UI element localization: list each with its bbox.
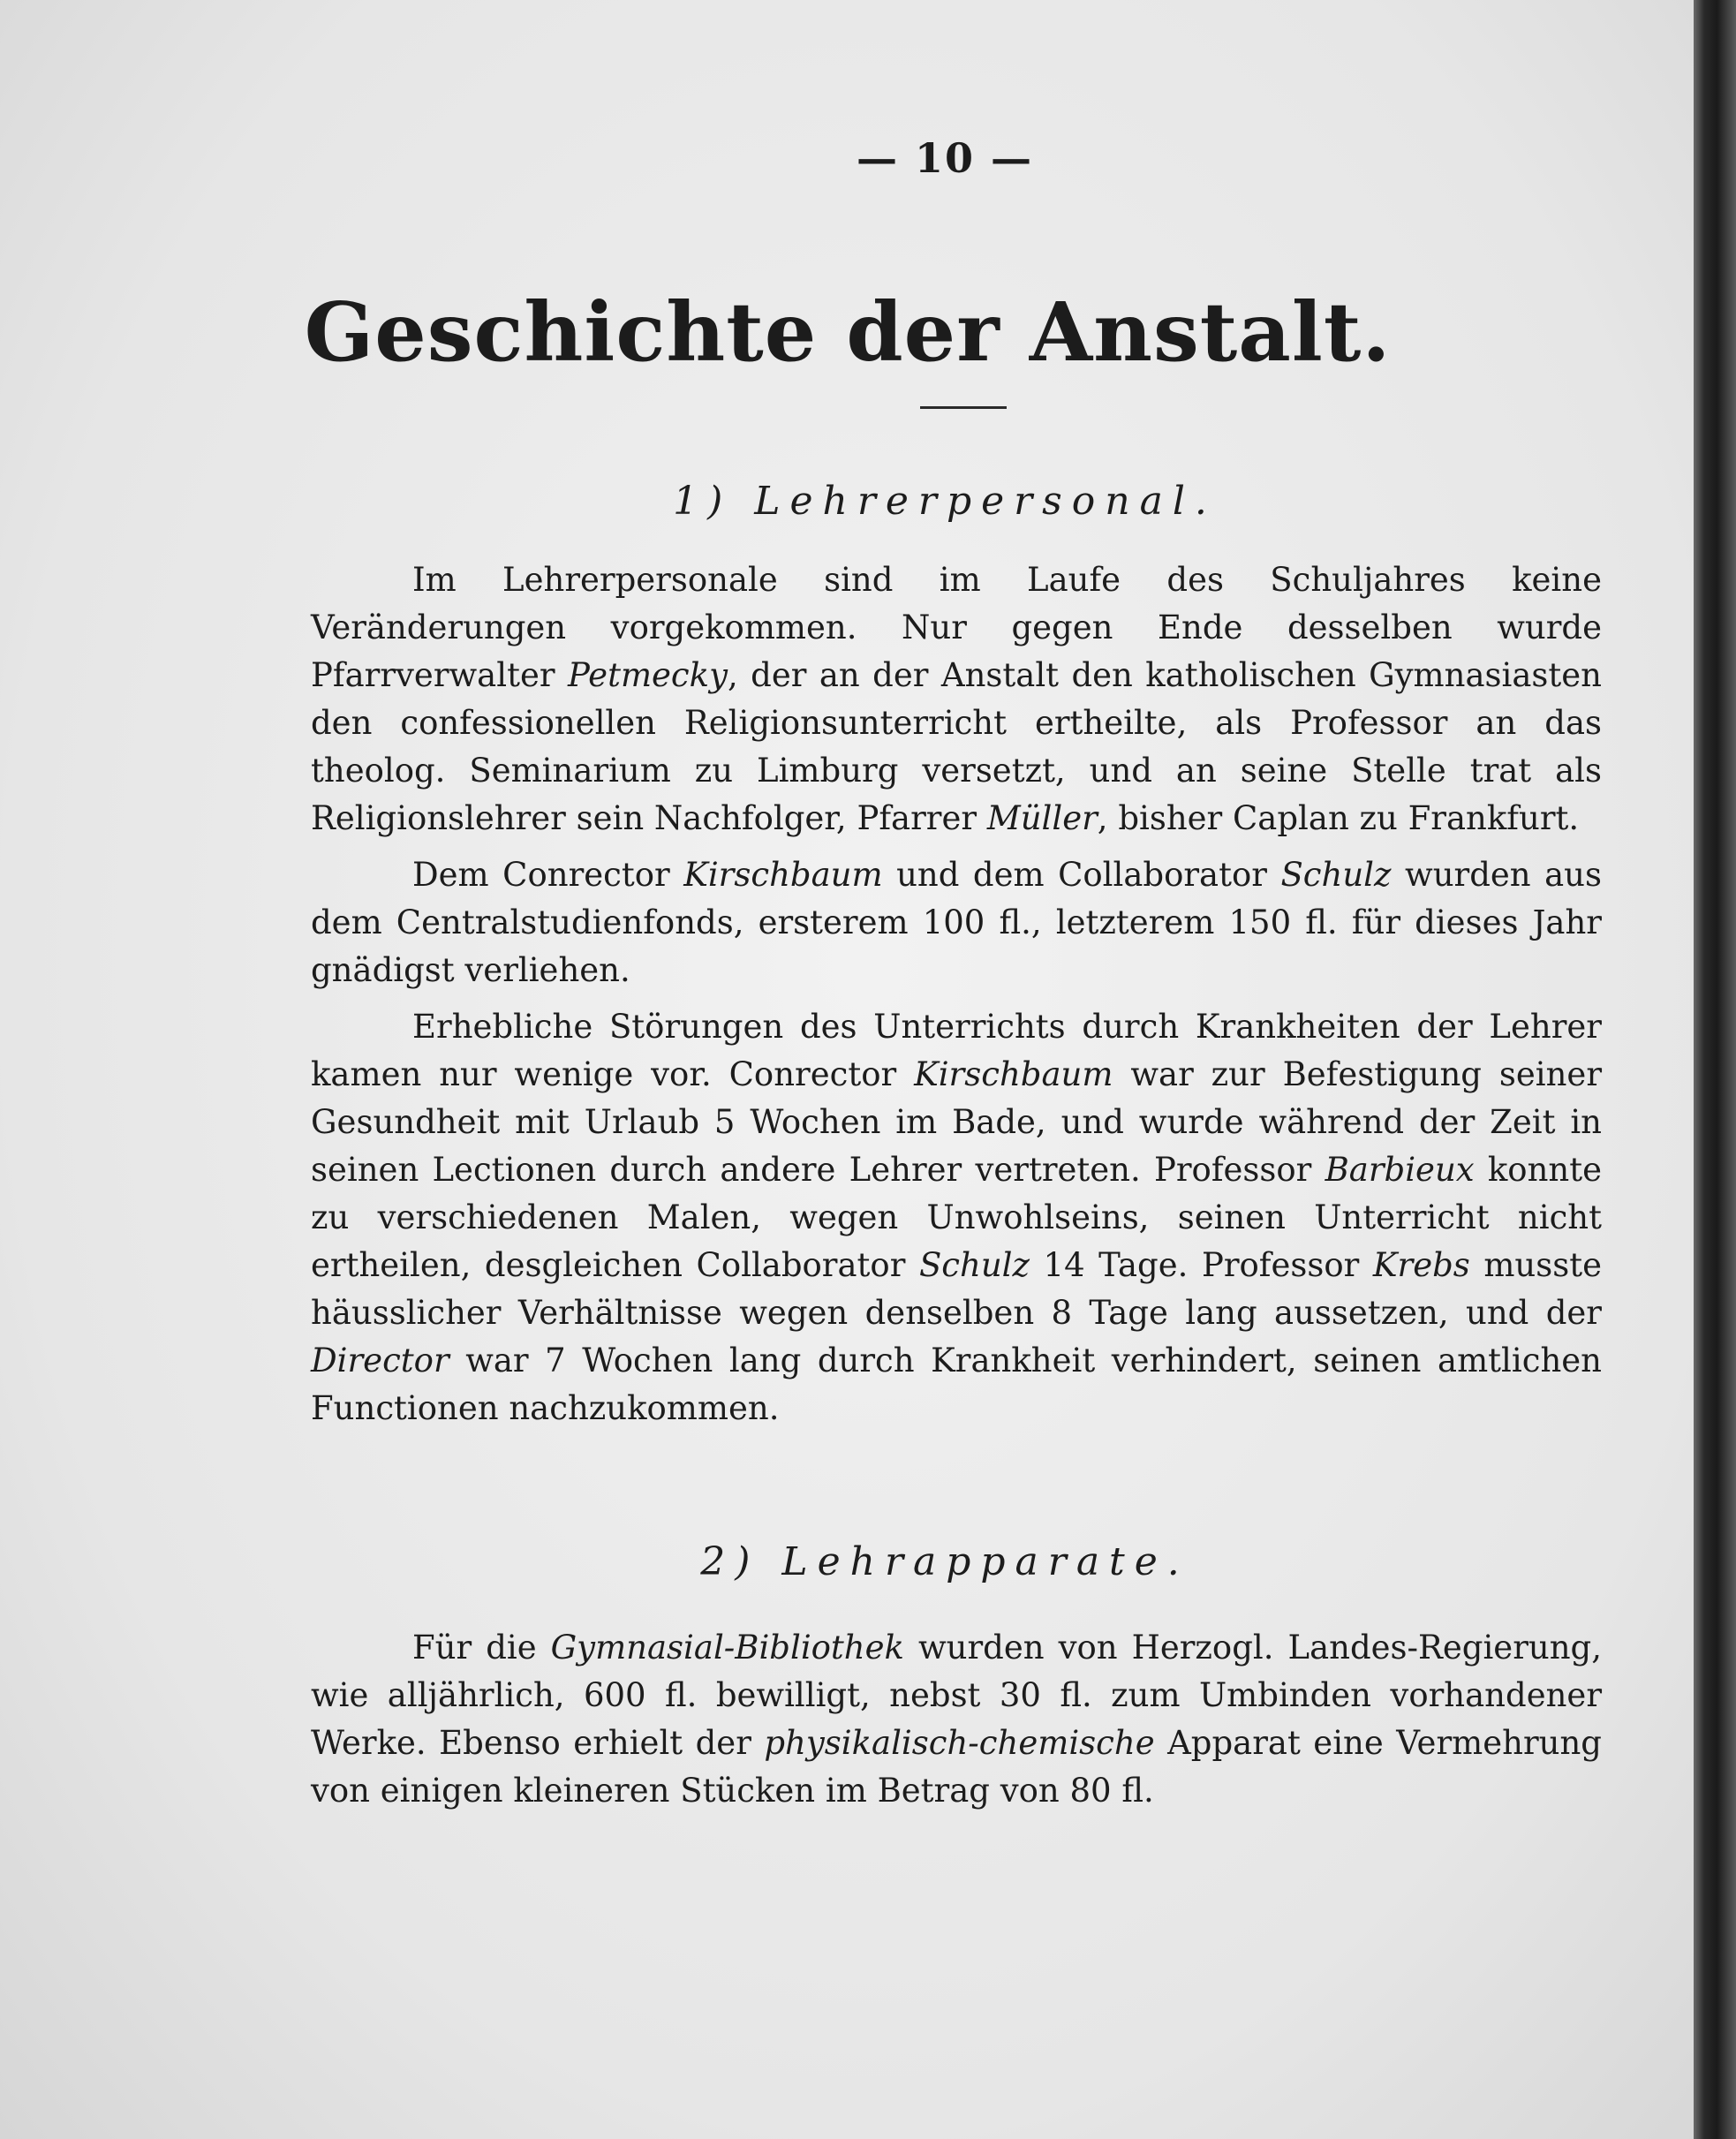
person-name: Director <box>311 1342 449 1379</box>
emphasized-term: Gymnasial-Bibliothek <box>550 1629 904 1667</box>
paragraph <box>311 1003 1602 1432</box>
paragraph <box>311 1624 1602 1815</box>
text-run: Für die <box>412 1629 551 1667</box>
paragraph <box>311 556 1602 843</box>
text-run: Im Lehrerpersonale sind im Laufe des Schuljahres keine Veränderungen vorgekommen. Nur gegen Ende desselben wurde Pfarrverwalter <box>311 561 1602 694</box>
text-run: konnte zu verschiedenen Malen, wegen Unwohlseins, seinen Unterricht nicht ertheilen, desgleichen Collaborator <box>311 1151 1602 1284</box>
text-run: wurden von Herzogl. Landes-Regierung, wie alljährlich, 600 fl. bewilligt, nebst 30 fl. zum Umbinden vorhandener Werke. Ebenso erhielt der <box>311 1629 1602 1762</box>
text-run: wurden aus dem Centralstudienfonds, ersterem 100 fl., letzterem 150 fl. für dieses Jahr gnädigst verliehen. <box>311 856 1602 989</box>
person-name: Barbieux <box>1325 1151 1475 1189</box>
section-heading-lehrapparate: 2) Lehrapparate. <box>700 1539 1189 1584</box>
text-run: , bisher Caplan zu Frankfurt. <box>1097 799 1580 837</box>
person-name: Schulz <box>1280 856 1392 894</box>
section-heading-lehrerpersonal: 1) Lehrerpersonal. <box>673 479 1217 524</box>
text-run: war 7 Wochen lang durch Krankheit verhindert, seinen amtlichen Functionen nachzukommen. <box>311 1342 1602 1427</box>
text-run: musste häusslicher Verhältnisse wegen denselben 8 Tage lang aussetzen, und der <box>311 1246 1603 1332</box>
page-title-text: Geschichte der Anstalt. <box>304 284 1392 380</box>
page-title <box>0 284 1395 380</box>
person-name: Kirschbaum <box>914 1055 1113 1093</box>
book-spine-shadow <box>1694 0 1736 2139</box>
emphasized-term: physikalisch-chemische <box>764 1724 1155 1762</box>
text-run: war zur Befestigung seiner Gesundheit mit Urlaub 5 Wochen im Bade, und wurde während der Zeit in seinen Lectionen durch andere Lehrer vertreten. Professor <box>311 1055 1603 1189</box>
person-name: Schulz <box>918 1246 1030 1284</box>
title-divider <box>920 406 1007 409</box>
text-run: Dem Conrector <box>412 856 684 894</box>
text-run: 14 Tage. Professor <box>1030 1246 1373 1284</box>
text-run: Apparat eine Vermehrung von einigen kleineren Stücken im Betrag von 80 fl. <box>311 1724 1602 1810</box>
person-name: Kirschbaum <box>683 856 883 894</box>
page-number: — 10 — <box>856 134 1034 182</box>
person-name: Krebs <box>1372 1246 1470 1284</box>
paragraph <box>311 851 1602 994</box>
person-name: Müller <box>986 799 1098 837</box>
person-name: Petmecky <box>567 656 728 694</box>
section-body-lehrapparate <box>311 1624 1602 1824</box>
text-run: und dem Collaborator <box>882 856 1281 894</box>
text-run: Erhebliche Störungen des Unterrichts durch Krankheiten der Lehrer kamen nur wenige vor. Conrector <box>311 1008 1602 1093</box>
text-run: , der an der Anstalt den katholischen Gymnasiasten den confessionellen Religionsunterricht ertheilte, als Professor an das theolog. Seminarium zu Limburg versetzt, und an seine Stelle trat als Religionslehrer sein Nachfolger, Pfarrer <box>311 656 1602 837</box>
section-body-lehrerpersonal <box>311 556 1602 1441</box>
